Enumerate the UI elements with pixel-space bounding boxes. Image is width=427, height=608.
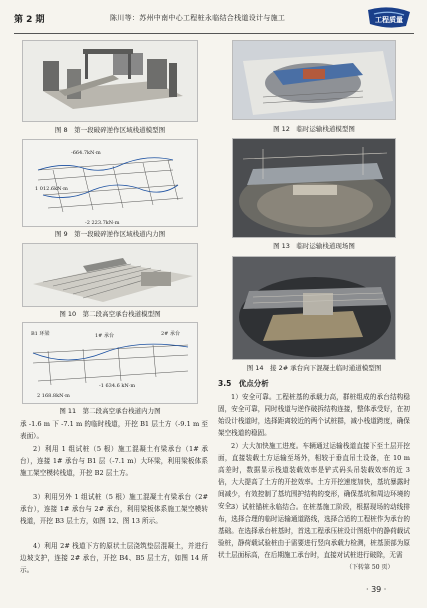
figure-9-force-diagram — [22, 139, 198, 227]
figure-13-site-photo — [232, 138, 396, 238]
running-title: 陈川等：苏州中南中心工程桩永临结合栈道设计与施工 — [110, 14, 286, 22]
left-para-1: 承 -1.6 m 下 -7.1 m 的临时栈道，开挖 B1 层土方（-9.1 m 至表面）。 — [20, 420, 208, 440]
right-para-1: 1）安全可靠。工程桩基的承载力高，群桩组成的承台结构稳固，安全可靠，同时栈道与逆作破拆结构连接，整体承受好，在初始设计栈道时，选择距离较近的两个试桩群，减小栈道跨度，确保架空栈道的稳固。 — [218, 393, 410, 437]
page-number: · 39 · — [366, 585, 387, 594]
right-para-3: 3）试桩锚桩永临结合。在桩基施工阶段，根据现场的动线排布，选择合理的临时运输通道路线，选择合适的工程桩作为承台的基础。在选择承台桩基时，首选工程承压桩设计图纸中的静荷载试验桩，静荷载试验桩由于需要进行竖向承载力检测，桩基顶部为原状土层面标高，在后期施工承台时，直接对试桩进行破除，无需 — [218, 503, 410, 559]
figure-10-caption: 图 10 第二段高空承台栈道模型图 — [59, 310, 161, 318]
continue-note: （下转第 50 页） — [346, 564, 394, 571]
fig9-label-1: -664.7kN·m — [71, 150, 101, 156]
page-header — [14, 6, 414, 32]
logo-text: 工程质量 — [375, 16, 403, 24]
left-para-2: 2）利用 1 组试桩（5 根）施工混凝土有梁承台（1# 承台），连接 1# 承台与 B1 层（-7.1 m）大环梁，利用梁板体系施工架空模转栈道，开挖 B2 层土方。 — [20, 445, 208, 477]
journal-logo — [364, 6, 414, 30]
figure-10-model — [22, 243, 198, 307]
fig11-label-moment-2: -1 634.6 kN·m — [99, 383, 136, 389]
figure-9-caption: 图 9 第一段破碎逆作区域栈道内力图 — [54, 230, 166, 238]
figure-11-caption: 图 11 第二段高空承台栈道内力图 — [59, 407, 161, 415]
fig11-label-ring-beam: B1 环梁 — [31, 331, 50, 337]
figure-13-drawing — [233, 139, 396, 238]
figure-8-caption: 图 8 第一段破碎逆作区域栈道模型图 — [54, 126, 166, 134]
figure-14-model — [232, 256, 396, 360]
right-para-2: 2）大大加快施工进度。车辆通过运输栈道直接下至土层开挖面，直接装载土方运输至场外，相较于垂直吊土设备，在 10 m 高差时，数据显示栈道装载效率是铲式码头吊装载效率的近 3 倍，大大提高了土方的开挖效率。土方开挖速度加快，基坑暴露时间减少，有效控制了基坑围护结构的变形，确保基坑和周边环境的安全。 — [218, 442, 410, 510]
fig9-label-3: -2 223.7kN·m — [85, 220, 120, 226]
figure-8-drawing — [23, 41, 198, 122]
figure-8-model — [22, 40, 198, 122]
figure-11-drawing — [23, 323, 198, 404]
figure-14-caption: 图 14 接 2# 承台向下混凝土临时通道模型图 — [246, 364, 382, 372]
figure-11-force-diagram — [22, 322, 198, 404]
figure-12-drawing — [233, 41, 396, 120]
figure-12-caption: 图 12 临时运输栈道模型图 — [273, 125, 355, 133]
section-heading: 3.5 优点分析 — [218, 379, 269, 388]
left-para-3: 3）利用另外 1 组试桩（5 根）施工混凝土有梁承台（2# 承台），连接 1# 承台与 2# 承台，利用梁板体系施工架空模转栈道，开挖 B3 层土方，如图 12、图 13 所示。 — [20, 493, 208, 525]
figure-10-drawing — [23, 244, 198, 307]
fig9-label-2: 1 012.6kN·m — [35, 186, 68, 192]
figure-9-drawing — [23, 140, 198, 227]
figure-14-drawing — [233, 257, 396, 360]
header-rule — [14, 33, 414, 34]
figure-13-caption: 图 13 临时运输栈道现场图 — [273, 242, 355, 250]
fig11-label-cap-2: 2# 承台 — [161, 331, 180, 337]
figure-12-model — [232, 40, 396, 120]
issue-number: 第 2 期 — [14, 15, 45, 25]
fig11-label-cap-1: 1# 承台 — [95, 333, 114, 339]
left-para-4: 4）利用 2# 栈道下方的原状土层浇筑垫层混凝土，并进行边坡支护，连接 2# 承台，开挖 B4、B5 层土方，如图 14 所示。 — [20, 542, 208, 574]
fig11-label-moment-1: 2 168.8kN·m — [37, 393, 70, 399]
